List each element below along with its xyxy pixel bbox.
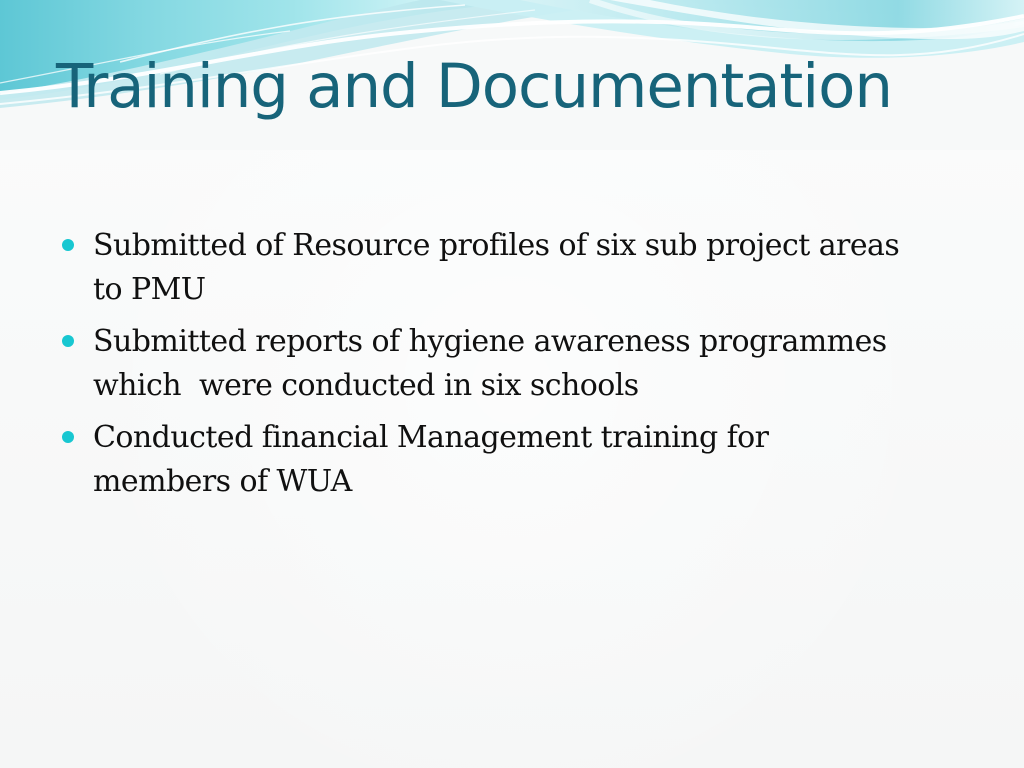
bullet-item	[62, 320, 962, 408]
bullet-line: Submitted reports of hygiene awareness programmes	[93, 324, 887, 359]
bullet-line: to PMU	[93, 272, 206, 307]
bullet-list	[62, 224, 962, 512]
bullet-item	[62, 416, 962, 504]
bullet-item	[62, 224, 962, 312]
slide-title: Training and Documentation	[56, 51, 892, 122]
bullet-line: members of WUA	[93, 464, 352, 499]
cyan-circle-bullet-icon	[62, 431, 74, 443]
bullet-line: which were conducted in six schools	[93, 368, 639, 403]
cyan-circle-bullet-icon	[62, 335, 74, 347]
bullet-line: Submitted of Resource profiles of six sub project areas	[93, 228, 900, 263]
cyan-circle-bullet-icon	[62, 239, 74, 251]
bullet-line: Conducted financial Management training for	[93, 420, 769, 455]
